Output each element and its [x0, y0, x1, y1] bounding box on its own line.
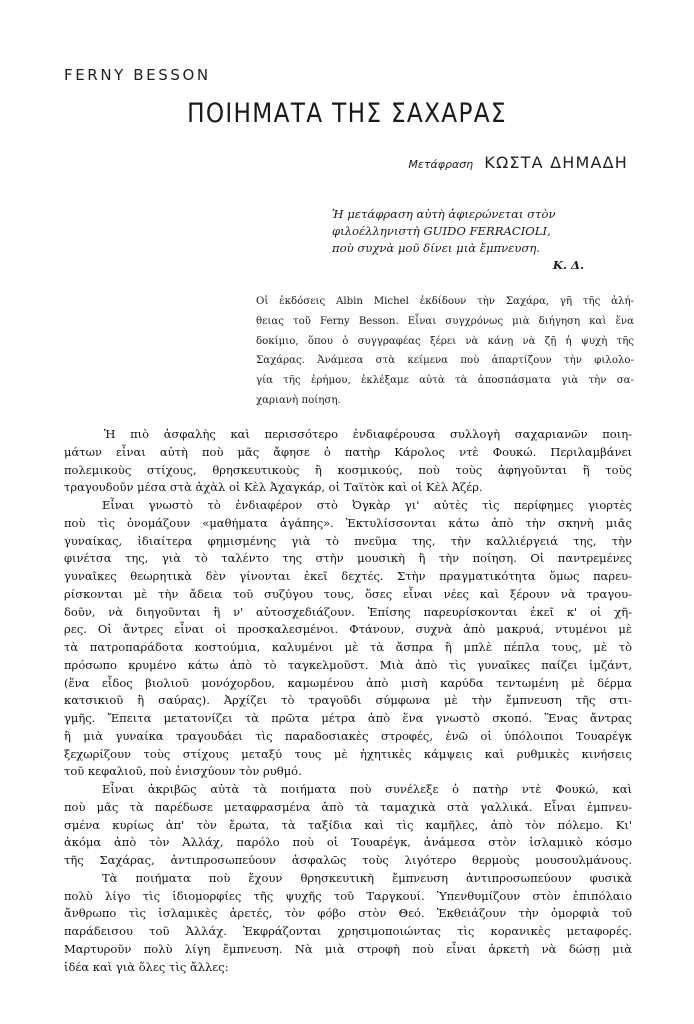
intro-line: Σαχάρας. Ἀνάμεσα στὰ κείμενα ποὺ ἀπαρτίζουν τὴν φιλολο- [256, 355, 634, 367]
translator-name: ΚΩΣΤΑ ΔΗΜΑΔΗ [484, 153, 628, 172]
dedication-line: φιλοέλληνιστὴ GUIDO FERRACIOLI, [332, 224, 551, 238]
body-line: τὰ πατροπαράδοτα κοστούμια, καλυμένοι μὲ τὰ ἄσπρα ἢ μπλὲ πέπλα τους, μὲ τὸ [64, 640, 632, 654]
body-line: Ἡ πιὸ ἀσφαλὴς καὶ περισσότερο ἐνδιαφέρουσα συλλογὴ σαχαριανῶν ποιη- [104, 427, 632, 441]
body-line: μάτων εἶναι αὐτὴ ποὺ μᾶς ἄφησε ὁ πατὴρ Κάρολος ντὲ Φουκώ. Περιλαμβάνει [64, 444, 632, 459]
body-line: Τὰ ποιήματα ποὺ ἔχουν θρησκευτικὴ ἔμπνευση ἀντιπροσωπεύουν φυσικὰ [102, 870, 632, 885]
body-line: ποὺ τὶς ὀνομάζουν «μαθήματα ἀγάπης». Ἐκτυλίσσονται κάτω ἀπὸ τὴν σκηνὴ μιᾶς [64, 515, 632, 530]
body-line: ξεχωρίζουν τοὺς στίχους μεταξύ τους μὲ ἠχητικὲς κάμψεις καὶ ρυθμικὲς κινήσεις [64, 746, 632, 761]
body-line: τοῦ κεφαλιοῦ, ποὺ ἐνισχύουν τὸν ρυθμό. [64, 764, 302, 779]
author-name: FERNY BESSON [64, 66, 211, 84]
body-line: πολὺ λίγο τὶς ἰδιομορφίες τῆς ψυχῆς τοῦ Ταργκουί. Ὑπενθυμίζουν στὸν ἐπιπόλαιο [64, 888, 632, 903]
body-line: παράδεισου τοῦ Ἀλλάχ. Ἐκφράζονται χρησιμοποιώντας τὶς κορανικὲς μεταφορές. [64, 924, 632, 938]
body-line: γμῆς. Ἔπειτα μετατονίζει τὰ πρῶτα μέτρα ἀπὸ ἕνα γνωστὸ σκοπό. Ἕνας ἄντρας [64, 711, 632, 725]
body-line: φινέτσα της, γιὰ τὸ ταλέντο της στὴν μουσικὴ ἢ τὴν ποίηση. Οἱ παντρεμένες [64, 551, 632, 566]
body-line: ρες. Οἱ ἄντρες εἶναι οἱ προσκαλεσμένοι. Φτάνουν, συχνὰ ἀπὸ μακρυά, ντυμένοι μὲ [64, 622, 632, 637]
body-line: Εἶναι ἀκριβῶς αὐτὰ τὰ ποιήματα ποὺ συνέλεξε ὁ πατὴρ ντὲ Φουκώ, καὶ [102, 782, 632, 796]
dedication-signature: Κ. Δ. [552, 258, 584, 272]
intro-line: Οἱ ἐκδόσεις Albin Michel ἐκδίδουν τὴν Σαχάρα, γῆ τῆς ἀλή- [256, 296, 634, 307]
body-line: ἄνθρωπο τὶς ἰσλαμικὲς ἀρετές, τὸν φόβο στὸν Θεό. Ἐκθειάζουν τὴν ὀμορφιὰ τοῦ [64, 906, 632, 921]
body-line: ἀκόμα ἀπὸ τὸν Ἀλλάχ, παρόλο ποὺ οἱ Τουαρέγκ, ἀνάμεσα στὸν ἰσλαμικὸ κόσμο [64, 835, 632, 850]
translation-label: Μετάφραση [408, 158, 474, 171]
body-line: ἢ μιὰ γυναίκα τραγουδάει τὶς παραδοσιακὲς στροφές, ἐνῶ οἱ ὑπόλοιποι Τουαρέγκ [64, 728, 632, 743]
body-line: τῆς Σαχάρας, ἀντιπροσωπεύουν ἀσφαλῶς τοὺς λιγότερο θερμοὺς μουσουλμάνους. [64, 853, 632, 867]
body-line: δοῦν, νὰ διηγοῦνται ἢ ν' αὐτοσχεδιάζουν. Ἐπίσης παρευρίσκονται ἐκεῖ κ' οἱ χῆ- [64, 604, 632, 619]
body-line: ρίσκονται μὲ τὴν ἄδεια τοῦ συζύγου τους, ὅσες εἶναι νέες καὶ ξέρουν νὰ τραγου- [64, 586, 632, 601]
dedication-line: Ἡ μετάφραση αὐτὴ ἀφιερώνεται στὸν [332, 207, 556, 221]
body-line: πρόσωπο κρυμένο κάτω ἀπὸ τὸ ταγκελμοῦστ. Μιὰ ἀπὸ τὶς γυναῖκες παίζει ἰμζάντ, [64, 657, 632, 672]
body-line: γυναίκας, ἰδιαίτερα φημισμένης γιὰ τὸ πνεῦμα της, τὴν καλλιέργειά της, τὴν [64, 533, 632, 548]
body-line: σμένα κυρίως ἀπ' τὸν ἔρωτα, τὰ ταξίδια καὶ τὶς καμῆλες, ἀπὸ τὸν πόλεμο. Κι' [64, 817, 632, 832]
body-line: ἰδέα καὶ γιὰ ὅλες τὶς ἄλλες: [64, 959, 229, 974]
body-line: Εἶναι γνωστὸ τὸ ἐνδιαφέρον στὸ Ὀγκὰρ γι' αὐτὲς τὶς περίφημες γιορτὲς [102, 498, 632, 512]
body-line: Μαρτυροῦν πολὺ λίγη ἔμπνευση. Νὰ μιὰ στροφὴ ποὺ εἶναι ἀρκετὴ νὰ δώσῃ μιὰ [64, 941, 632, 956]
body-line: (ἕνα εἶδος βιολιοῦ μονόχορδου, καμωμένου ἀπὸ μισὴ καρύδα τεντωμένη μὲ δέρμα [64, 675, 632, 690]
intro-line: χαριανὴ ποίηση. [256, 394, 341, 406]
dedication [332, 206, 628, 274]
intro-line: γία τῆς ἐρήμου, ἐκλέξαμε αὐτὰ τὰ ἀποσπάσματα γιὰ τὴν σα- [256, 375, 634, 387]
intro-note [256, 292, 634, 411]
intro-line: δοκίμιο, ὅπου ὁ συγγραφέας ξέρει νὰ κάνῃ νὰ ζῇ ἡ ψυχὴ τῆς [256, 335, 634, 347]
page-title: ΠΟΙΗΜΑΤΑ ΤΗΣ ΣΑΧΑΡΑΣ [187, 98, 507, 129]
body-line: γυναῖκες θεωρητικὰ δὲν γίνονται ἐκεῖ δεχτές. Στὴν πραγματικότητα ὅμως παρευ- [64, 569, 632, 583]
body-line: τραγουδοῦν μέσα στὰ ἀχὰλ οἱ Κὲλ Ἀχαγκάρ, οἱ Ταϊτὸκ καὶ οἱ Κὲλ Ἀζέρ. [64, 480, 483, 495]
body-line: πολεμικοὺς στίχους, θρησκευτικοὺς ἢ κοσμικούς, ποὺ τοὺς ἀφηγοῦνται ἢ τοὺς [64, 462, 632, 477]
body-line: κατσικιοῦ ἢ σαύρας). Ἀρχίζει τὸ τραγοῦδι σύμφωνα μὲ τὴν ἔμπνευση τῆς στι- [64, 693, 632, 708]
dedication-line: ποὺ συχνὰ μοῦ δίνει μιὰ ἔμπνευση. [332, 241, 540, 255]
article-body [64, 426, 632, 976]
intro-line: θειας τοῦ Ferny Besson. Εἶναι συγχρόνως μιὰ διήγηση καὶ ἕνα [256, 315, 634, 327]
body-line: ποὺ μᾶς τὰ παρέδωσε μεταφρασμένα ἀπὸ τὰ ταμαχικὰ στὰ γαλλικά. Εἶναι ἐμπνευ- [64, 799, 632, 814]
translation-credit [408, 153, 628, 172]
